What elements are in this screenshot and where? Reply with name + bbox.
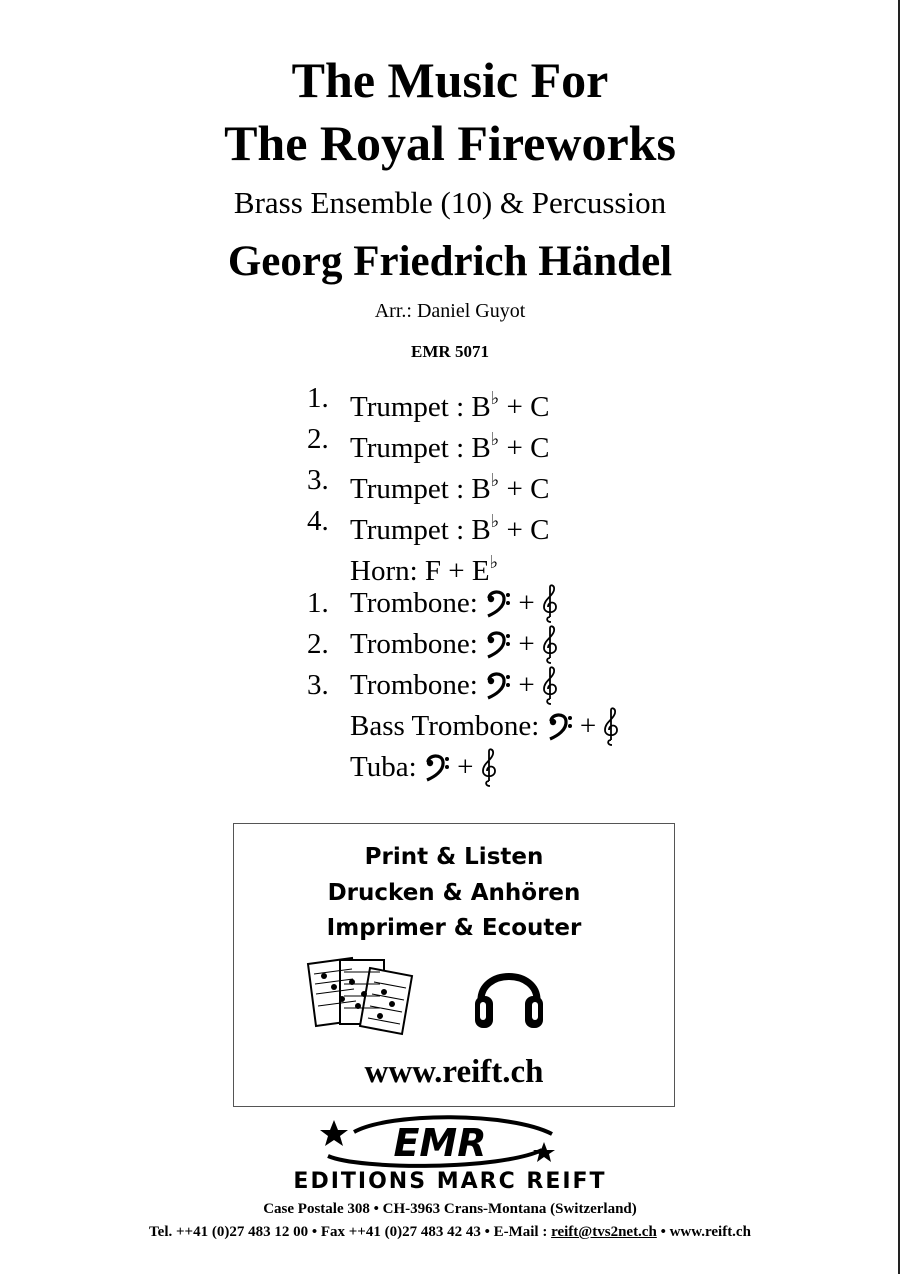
promo-line-french: Imprimer & Ecouter <box>326 915 582 941</box>
publisher-address: Case Postale 308 • CH-3963 Crans-Montana (Switzerland) <box>263 1201 637 1217</box>
bass-clef-icon <box>424 752 450 784</box>
email-link[interactable]: reift@tvs2net.ch <box>551 1224 657 1240</box>
bass-clef-icon <box>485 588 511 620</box>
part-number: 3. <box>307 669 329 701</box>
flat-sign: ♭ <box>490 470 500 490</box>
contact-line <box>0 1221 900 1243</box>
promo-line-german: Drucken & Anhören <box>327 880 581 906</box>
arranger: Arr.: Daniel Guyot <box>374 300 526 322</box>
treble-clef-icon <box>542 625 558 665</box>
part-name: Tuba: + <box>350 747 497 788</box>
part-name: Bass Trombone: + <box>350 706 619 747</box>
contact-website: • www.reift.ch <box>656 1224 751 1240</box>
part-name: Trumpet : B♭ + C <box>350 388 550 423</box>
part-name: Horn: F + E♭ <box>350 552 499 587</box>
publisher-name: EDITIONS MARC REIFT <box>293 1169 607 1194</box>
part-name: Trombone: + <box>350 665 558 706</box>
promo-line-english: Print & Listen <box>364 844 544 870</box>
part-number: 2. <box>307 423 329 455</box>
headphones-icon <box>469 954 549 1034</box>
part-number: 4. <box>307 505 329 537</box>
sheet-music-icon <box>304 954 422 1036</box>
treble-clef-icon <box>603 707 619 747</box>
emr-logo <box>320 1112 560 1168</box>
flat-sign: ♭ <box>489 552 499 572</box>
composer-name: Georg Friedrich Händel <box>227 238 673 285</box>
title-line-1: The Music For <box>291 52 609 108</box>
part-name: Trumpet : B♭ + C <box>350 470 550 505</box>
treble-clef-icon <box>481 748 497 788</box>
bass-clef-icon <box>547 711 573 743</box>
bass-clef-icon <box>485 670 511 702</box>
bass-clef-icon <box>485 629 511 661</box>
subtitle: Brass Ensemble (10) & Percussion <box>233 185 667 220</box>
part-number: 2. <box>307 628 329 660</box>
part-name: Trombone: + <box>350 583 558 624</box>
part-name: Trumpet : B♭ + C <box>350 429 550 464</box>
print-listen-box <box>233 823 675 1107</box>
part-name: Trombone: + <box>350 624 558 665</box>
part-number: 1. <box>307 382 329 414</box>
flat-sign: ♭ <box>490 388 500 408</box>
contact-phone-fax: Tel. ++41 (0)27 483 12 00 • Fax ++41 (0)27 483 42 43 • E-Mail : <box>149 1224 552 1240</box>
title-line-2: The Royal Fireworks <box>224 115 676 171</box>
treble-clef-icon <box>542 666 558 706</box>
flat-sign: ♭ <box>490 511 500 531</box>
logo-mark-text: EMR <box>393 1121 487 1165</box>
catalog-number: EMR 5071 <box>411 342 489 361</box>
treble-clef-icon <box>542 584 558 624</box>
website-link[interactable]: www.reift.ch <box>364 1054 544 1090</box>
part-number: 1. <box>307 587 329 619</box>
part-number: 3. <box>307 464 329 496</box>
part-name: Trumpet : B♭ + C <box>350 511 550 546</box>
flat-sign: ♭ <box>490 429 500 449</box>
